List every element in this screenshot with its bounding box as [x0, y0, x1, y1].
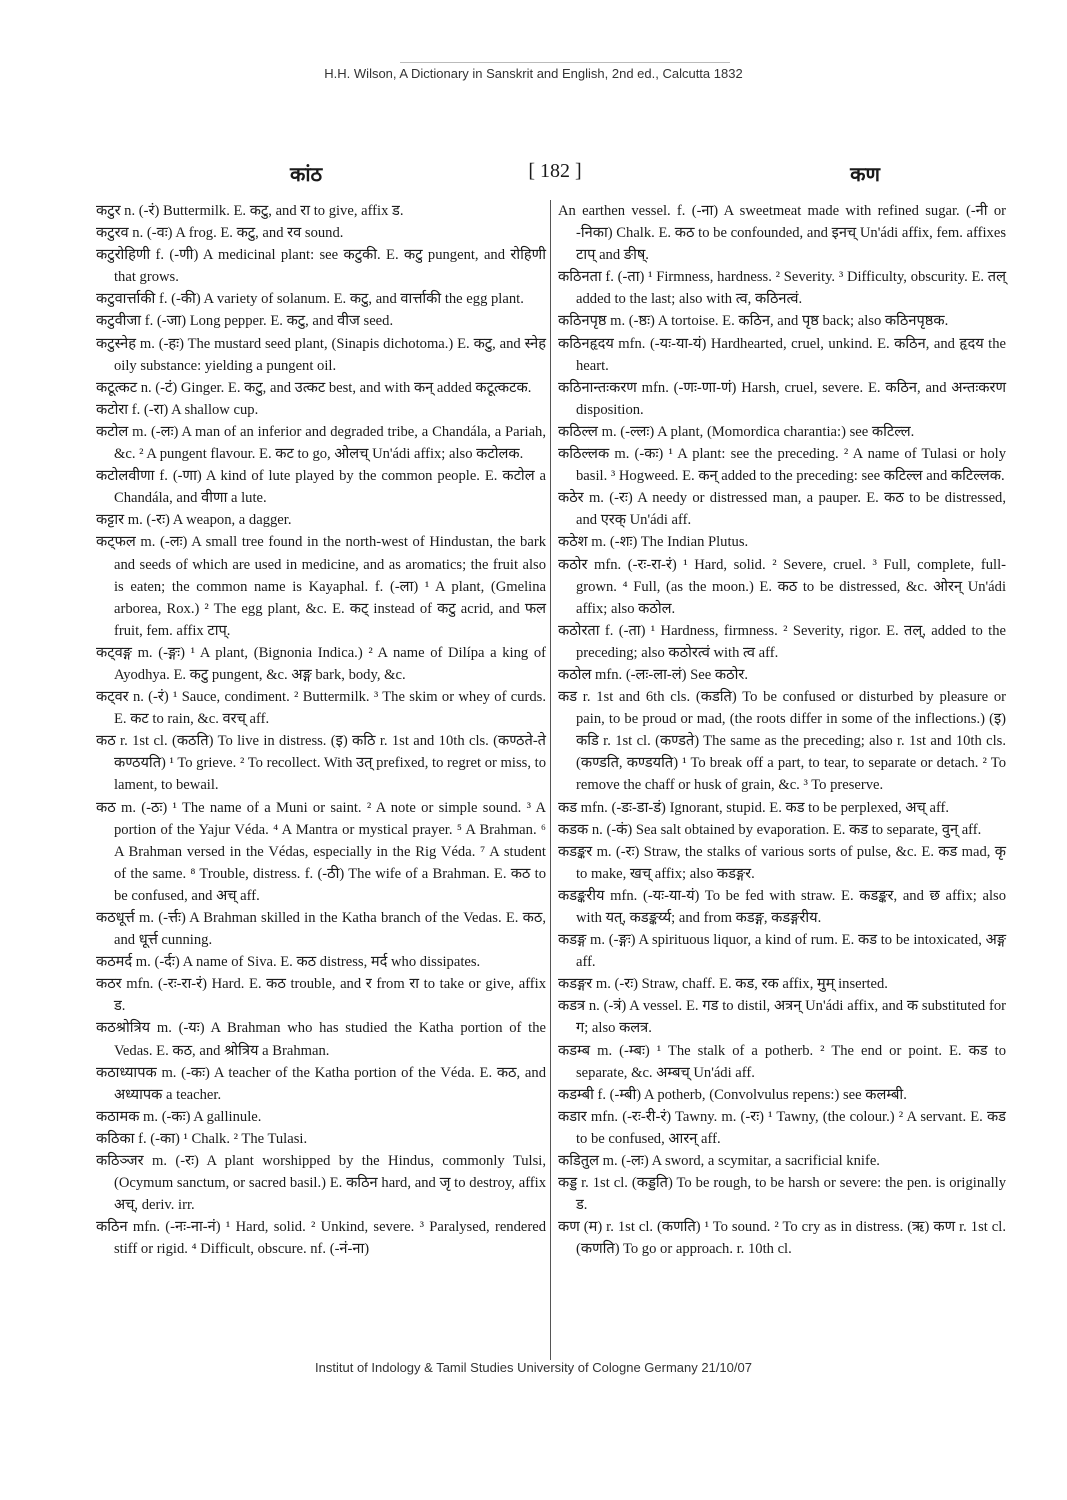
dictionary-entry: कठर mfn. (-रः-रा-रं) Hard. E. कठ trouble, and र from रा to take or give, affix ड. — [96, 976, 546, 1015]
dictionary-entry: कठिनान्तःकरण mfn. (-णः-णा-णं) Harsh, cruel, severe. E. कठिन, and अन्तःकरण disposition. — [558, 379, 1006, 418]
dictionary-entry: कडङ्गर m. (-रः) Straw, chaff. E. कड, रक affix, मुम् inserted. — [558, 976, 888, 993]
dictionary-entry: कठिन mfn. (-नः-ना-नं) ¹ Hard, solid. ² Unkind, severe. ³ Paralysed, rendered stiff or rigid. ⁴ Difficult, obscure. nf. (-नं-ना) — [96, 1219, 546, 1258]
dictionary-entry: कठिनपृष्ठ m. (-ष्ठः) A tortoise. E. कठिन, and पृष्ठ back; also कठिनपृष्ठक. — [558, 313, 949, 330]
dictionary-entry: कटुर n. (-रं) Buttermilk. E. कटु, and रा to give, affix ड. — [96, 203, 404, 219]
running-head-right: कण — [850, 164, 880, 186]
dictionary-entry: कटोलवीणा f. (-णा) A kind of lute played by the common people. E. कटोल a Chandála, and वीणा a lute. — [96, 468, 546, 507]
dictionary-entry: कटुरव n. (-वः) A frog. E. कटु, and रव sound. — [96, 225, 344, 242]
dictionary-entry: कठेश m. (-शः) The Indian Plutus. — [558, 534, 749, 551]
dictionary-entry: कट्वर n. (-रं) ¹ Sauce, condiment. ² Buttermilk. ³ The skim or whey of curds. E. कट to rain, &c. वरच् aff. — [96, 689, 546, 728]
dictionary-entry: कठमर्द m. (-र्दः) A name of Siva. E. कठ distress, मर्द who dissipates. — [96, 954, 481, 971]
dictionary-entry: An earthen vessel. f. (-ना) A sweetmeat made with refined sugar. (-नी or -निका) Chalk. E. कठ to be confounded, and इनच् Un'ádi affix, fem. affixes टाप् and ङीष्. — [558, 203, 1006, 264]
dictionary-entry: कडम्ब m. (-म्बः) ¹ The stalk of a potherb. ² The end or point. E. कड to separate, &c. अम्बच् Un'ádi aff. — [558, 1042, 1006, 1081]
running-head-left: कांठ — [290, 164, 323, 186]
page-number: [ 182 ] — [528, 160, 582, 182]
dictionary-entry: कट्वङ्ग m. (-ङ्गः) ¹ A plant, (Bignonia Indica.) ² A name of Dilípa a king of Ayodhya. E. कटु pungent, &c. अङ्ग bark, body, &c. — [96, 644, 546, 683]
dictionary-entry: कडार mfn. (-रः-री-रं) Tawny. m. (-रः) ¹ Tawny, (the colour.) ² A servant. E. कड to be confused, आरन् aff. — [558, 1108, 1006, 1147]
running-head — [100, 160, 1010, 190]
dictionary-entry: कठिञ्जर m. (-रः) A plant worshipped by the Hindus, commonly Tulsi, (Ocymum sanctum, or sacred basil.) E. कठिन hard, and जृ to destroy, affix अच्, deriv. irr. — [96, 1153, 546, 1214]
dictionary-entry: कडत्र n. (-त्रं) A vessel. E. गड to distil, अत्रन् Un'ádi affix, and क substituted for ग; also कलत्र. — [558, 998, 1006, 1037]
dictionary-entry: कठिल्ल m. (-ल्लः) A plant, (Momordica charantia:) see कटिल्ल. — [558, 423, 915, 440]
source-footer: Institut of Indology & Tamil Studies University of Cologne Germany 21/10/07 — [315, 1360, 752, 1375]
dictionary-entry: कटुरोहिणी f. (-णी) A medicinal plant: see कटुकी. E. कटु pungent, and रोहिणी that grows. — [96, 247, 546, 286]
dictionary-entry: कटुस्नेह m. (-हः) The mustard seed plant, (Sinapis dichotoma.) E. कटु, and स्नेह oily substance: yielding a pungent oil. — [96, 335, 546, 374]
dictionary-entry: कडङ्करीय mfn. (-यः-या-यं) To be fed with straw. E. कडङ्कर, and छ affix; also with यत्, कडङ्कर्य्य; and from कडङ्ग, कडङ्गरीय. — [558, 887, 1006, 926]
dictionary-entry: कटूत्कट n. (-टं) Ginger. E. कटु, and उत्कट best, and with कन् added कटूत्कटक. — [96, 379, 532, 396]
dictionary-entry: कड r. 1st and 6th cls. (कडति) To be confused or disturbed by pleasure or pain, to be proud or mad, (the roots differ in some of the inflections.) (इ) कडि r. 1st cl. (कण्डते) The same as the preceding; also r. 1st and 10th cls. (कण्डति, कण्डयति) ¹ To break off a part, to tear, to separate or detach. ² To remove the chaff or husk of grain, &c. ³ To preserve. — [558, 689, 1006, 794]
dictionary-entry: कटोल m. (-लः) A man of an inferior and degraded tribe, a Chandála, a Pariah, &c. ² A pungent flavour. E. कट to go, ओलच् Un'ádi affix; also कटोलक. — [96, 423, 546, 463]
dictionary-entry: कठ r. 1st cl. (कठति) To live in distress. (इ) कठि r. 1st and 10th cls. (कण्ठते-ते कण्ठयति) ¹ To grieve. ² To recollect. With उत् prefixed, to regret or miss, to lament, to bewail. — [96, 733, 546, 794]
dictionary-entry: कडितुल m. (-लः) A sword, a scymitar, a sacrificial knife. — [558, 1153, 880, 1170]
dictionary-entry: कडक n. (-कं) Sea salt obtained by evaporation. E. कड to separate, वुन् aff. — [558, 821, 982, 838]
dictionary-entry: कट्फल m. (-लः) A small tree found in the north-west of Hindustan, the bark and seeds of which are used in medicine, and as aromatics; the fruit also is eaten; the common name is Kayaphal. f. (-ला) ¹ A plant, (Gmelina arborea, Rox.) ² The egg plant, &c. E. कट् instead of कटु acrid, and फल fruit, fem. affix टाप्. — [96, 534, 546, 639]
header-rule — [400, 62, 730, 63]
dictionary-entry: कठधूर्त्त m. (-र्त्तः) A Brahman skilled in the Katha branch of the Vedas. E. कठ, and धूर्त्त cunning. — [96, 910, 546, 949]
dictionary-entry: कण (म) r. 1st cl. (कणति) ¹ To sound. ² To cry as in distress. (ऋ) कण r. 1st cl. (कणति) To go or approach. r. 10th cl. — [558, 1219, 1006, 1258]
dictionary-entry: कठोरता f. (-ता) ¹ Hardness, firmness. ² Severity, rigor. E. तल्, added to the preceding; also कठोरत्वं with त्व aff. — [558, 622, 1006, 661]
dictionary-entry: कठोल mfn. (-लः-ला-लं) See कठोर. — [558, 666, 748, 683]
dictionary-entry: कटुवीजा f. (-जा) Long pepper. E. कटु, and वीज seed. — [96, 313, 394, 330]
right-column — [558, 200, 1006, 1261]
dictionary-entry: कठश्रोत्रिय m. (-यः) A Brahman who has studied the Katha portion of the Vedas. E. कठ, and श्रोत्रिय a Brahman. — [96, 1020, 546, 1059]
dictionary-entry: कटोरा f. (-रा) A shallow cup. — [96, 401, 259, 418]
dictionary-entry: कटुवार्त्ताकी f. (-की) A variety of solanum. E. कटु, and वार्त्ताकी the egg plant. — [96, 291, 524, 308]
dictionary-entry: कट्टार m. (-रः) A weapon, a dagger. — [96, 512, 292, 529]
source-header: H.H. Wilson, A Dictionary in Sanskrit and English, 2nd ed., Calcutta 1832 — [324, 66, 743, 81]
dictionary-entry: कठिनता f. (-ता) ¹ Firmness, hardness. ² Severity. ³ Difficulty, obscurity. E. तल् added to the last; also with त्व, कठिनत्वं. — [558, 269, 1006, 308]
dictionary-entry: कडङ्कर m. (-रः) Straw, the stalks of various sorts of pulse, &c. E. कड mad, कृ to make, खच् affix; also कडङ्गर. — [558, 843, 1006, 882]
dictionary-entry: कठोर mfn. (-रः-रा-रं) ¹ Hard, solid. ² Severe, cruel. ³ Full, complete, full-grown. ⁴ Full, (as the moon.) E. कठ to be distressed, &c. ओरन् Un'ádi affix; also कठोल. — [558, 556, 1006, 617]
dictionary-entry: कड mfn. (-डः-डा-डं) Ignorant, stupid. E. कड to be perplexed, अच् aff. — [558, 799, 950, 816]
dictionary-entry: कडङ्ग m. (-ङ्गः) A spirituous liquor, a kind of rum. E. कड to be intoxicated, अङ्ग aff. — [558, 932, 1006, 971]
dictionary-entry: कठिनहृदय mfn. (-यः-या-यं) Hardhearted, cruel, unkind. E. कठिन, and हृदय the heart. — [558, 335, 1006, 374]
dictionary-entry: कठिल्लक m. (-कः) ¹ A plant: see the preceding. ² A name of Tulasi or holy basil. ³ Hogweed. E. कन् added to the preceding: see कटिल्ल and कटिल्लक. — [558, 446, 1006, 485]
dictionary-entry: कडम्बी f. (-म्बी) A potherb, (Convolvulus repens:) see कलम्बी. — [558, 1086, 907, 1103]
dictionary-entry: कठामक m. (-कः) A gallinule. — [96, 1108, 262, 1125]
column-divider — [550, 200, 551, 1360]
dictionary-entry: कठ m. (-ठः) ¹ The name of a Muni or saint. ² A note or simple sound. ³ A portion of the Yajur Véda. ⁴ A Mantra or mystical prayer. ⁵ A Brahman. ⁶ A Brahman versed in the Védas, especially in the Rig Véda. ⁷ A student of the same. ⁸ Trouble, distress. f. (-ठी) The wife of a Brahman. E. कठ to be confused, and अच् aff. — [96, 799, 546, 904]
dictionary-entry: कड्ड r. 1st cl. (कड्डति) To be rough, to be harsh or severe: the pen. is originally ड. — [558, 1175, 1006, 1214]
dictionary-entry: कठाध्यापक m. (-कः) A teacher of the Katha portion of the Véda. E. कठ, and अध्यापक a teacher. — [96, 1064, 546, 1103]
dictionary-entry: कठिका f. (-का) ¹ Chalk. ² The Tulasi. — [96, 1130, 308, 1147]
dictionary-entry: कठेर m. (-रः) A needy or distressed man, a pauper. E. कठ to be distressed, and एरक् Un'ádi aff. — [558, 490, 1006, 529]
left-column — [96, 200, 546, 1261]
